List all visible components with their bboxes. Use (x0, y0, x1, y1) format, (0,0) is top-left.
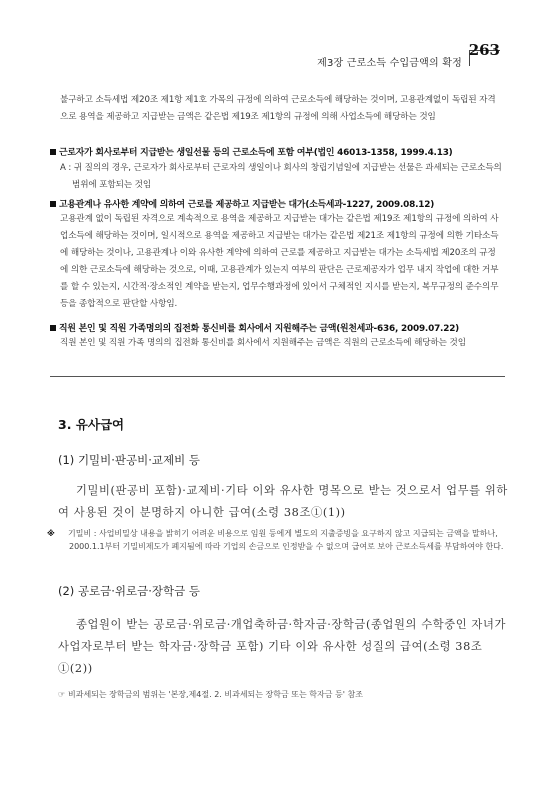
bullet-icon (50, 149, 56, 155)
subsection-1-body: 기밀비(판공비 포함)·교제비·기타 이와 유사한 명목으로 받는 것으로서 업무를 위하여 사용된 것이 분명하지 아니한 급여(소령 38조①(1)) (58, 484, 508, 519)
bullet-icon (50, 201, 56, 207)
ruling-3-headline (50, 322, 505, 336)
ruling-1-body: A : 귀 질의의 경우, 근로자가 회사로부터 근로자의 생일이나 회사의 창립기념일에 지급받는 선물은 과세되는 근로소득의 범위에 포함되는 것임 (60, 163, 502, 190)
section-divider (50, 376, 505, 377)
subsection-1-note-text: 기밀비 : 사업비밀상 내용을 밝히기 어려운 비용으로 임원 등에게 별도의 지출증빙을 요구하지 않고 지급되는 금액을 말하나, 2000.1.1부터 기밀비제도가 폐지됨에 따라 기업의 손금으로 인정받을 수 없으며 급여로 보아 근로소득세를 부담하여야 한다. (68, 529, 504, 551)
ruling-2-source: (소득세과-1227, 2009.08.12) (305, 200, 435, 210)
ruling-3-body: 직원 본인 및 직원 가족 명의의 집전화 통신비를 회사에서 지원해주는 금액은 직원의 근로소득에 해당하는 것임 (60, 338, 466, 348)
subsection-2-note (58, 688, 505, 701)
ruling-1-source: (법인 46013-1358, 1999.4.13) (313, 148, 453, 158)
page-number: 263 (468, 41, 500, 59)
ruling-2-headline (50, 198, 505, 212)
pointing-hand-icon: ☞ (58, 690, 66, 699)
subsection-1-note (47, 527, 516, 553)
ruling-2-body: 고용관계 없이 독립된 자격으로 계속적으로 용역을 제공하고 지급받는 대가는 같은법 제19조 제1항의 규정에 의하여 사업소득에 해당하는 것이며, 일시적으로 용역을 제공하고 지급받는 대가는 같은법 제21조 제1항의 규정에 의한 기타소득에 해당하는 것이나, 고용관계나 이와 유사한 계약에 의하여 근로를 제공하고 지급받는 대가는 소득세법 제20조의 규정에 의한 근로소득에 해당하는 것으로, 이때, 고용관계가 있는지 여부의 판단은 근로제공자가 업무 내지 작업에 대한 거부를 할 수 있는지, 시간적·장소적인 계약을 받는지, 업무수행과정에 있어서 구체적인 지시를 받는지, 복무규정의 준수의무 등을 종합적으로 판단할 사항임. (60, 214, 499, 309)
note-mark-icon: ※ (47, 529, 55, 538)
ruling-3-source: (원천세과-636, 2009.07.22) (336, 324, 460, 334)
subsection-1-title: (1) 기밀비·판공비·교제비 등 (58, 453, 201, 467)
subsection-2-note-text: 비과세되는 장학금의 범위는 '본장,제4절. 2. 비과세되는 장학금 또는 학자금 등' 참조 (68, 690, 363, 699)
ruling-2-title: 고용관계나 유사한 계약에 의하여 근로를 제공하고 지급받는 대가 (59, 200, 306, 210)
subsection-2-body: 종업원이 받는 공로금·위로금·개업축하금·학자금·장학금(종업원의 수학중인 자녀가 사업자로부터 받는 학자금·장학금 포함) 기타 이와 유사한 성질의 급여(소령 38조①(2)) (58, 618, 506, 675)
subsection-2-title: (2) 공로금·위로금·장학금 등 (58, 584, 201, 598)
bullet-icon (50, 325, 56, 331)
ruling-1-headline (50, 146, 505, 160)
ruling-1-title: 근로자가 회사로부터 지급받는 생일선물 등의 근로소득에 포함 여부 (59, 148, 314, 158)
section-title: 3. 유사급여 (58, 417, 125, 432)
intro-paragraph: 불구하고 소득세법 제20조 제1항 제1호 가목의 규정에 의하여 근로소득에 해당하는 것이며, 고용관계없이 독립된 자격으로 용역을 제공하고 지급받는 금액은 같은법 제19조 제1항의 규정에 의해 사업소득에 해당하는 것임 (60, 95, 496, 122)
chapter-title: 제3장 근로소득 수입금액의 확정 (317, 58, 462, 69)
ruling-3-title: 직원 본인 및 직원 가족명의의 집전화 통신비를 회사에서 지원해주는 금액 (59, 324, 337, 334)
